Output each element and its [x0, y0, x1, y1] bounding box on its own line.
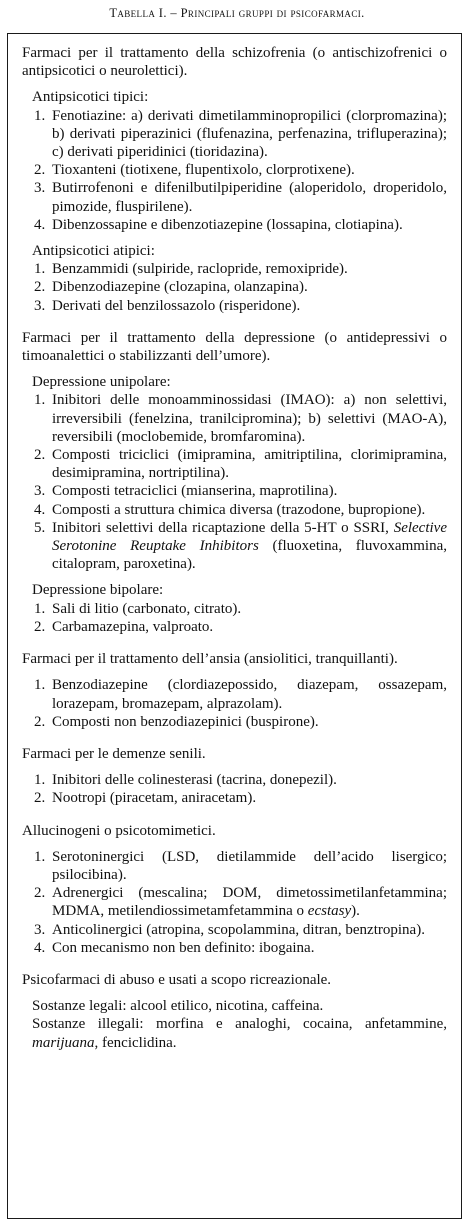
list-item	[22, 260, 447, 278]
item-text: Fenotiazine: a) derivati dimetilamminopropilici (clorpromazina); b) derivati piperazinici (flufenazina, perfenazina, trifluperazina); c) derivati piperidinici (tioridazina).	[52, 107, 447, 161]
list-item	[22, 618, 447, 636]
caption-dash: –	[170, 6, 178, 20]
illegal-text-italic: marijuana	[32, 1034, 95, 1051]
item-number: 3.	[34, 297, 46, 314]
item-text: Benzammidi (sulpiride, raclopride, remoxipride).	[52, 261, 348, 278]
item-number: 1.	[34, 392, 46, 409]
illegal-text: Sostanze illegali: morfina e analoghi, cocaina, anfetammine,	[32, 1016, 447, 1033]
item-number: 1.	[34, 261, 46, 278]
item-text: Composti non benzodiazepinici (buspirone).	[52, 713, 319, 730]
item-text: Inibitori delle monoamminossidasi (IMAO): a) non selettivi, irreversibili (fenelzina, tranilcipromina); b) selettivi (MAO-A), reversibili (moclobemide, bromfaromina).	[52, 392, 447, 445]
subgroup-title: Antipsicotici tipici:	[32, 89, 149, 106]
list-item	[22, 107, 447, 162]
section-title: Psicofarmaci di abuso e usati a scopo ricreazionale.	[22, 971, 332, 988]
item-number: 3.	[34, 180, 46, 197]
item-number: 3.	[34, 483, 46, 500]
item-number: 2.	[34, 447, 46, 464]
item-text: Dibenzossapine e dibenzotiazepine (lossapina, clotiapina).	[52, 216, 403, 233]
item-text: (fluoxetina, fluvoxammina, citalopram, paroxetina).	[52, 538, 447, 573]
subgroup-title: Depressione unipolare:	[32, 374, 171, 391]
list-item	[22, 921, 447, 939]
section-title: Farmaci per il trattamento della depressione (o antidepressivi o timoanalettici o stabilizzanti dell’umore).	[22, 329, 447, 365]
section-recreational	[22, 971, 447, 1052]
item-number: 1.	[34, 848, 46, 865]
section-depression	[22, 329, 447, 636]
subgroup-title: Depressione bipolare:	[32, 582, 164, 599]
item-number: 4.	[34, 216, 46, 233]
item-text: Butirrofenoni e difenilbutilpiperidine (aloperidolo, droperidolo, pimozide, fluspirilene).	[52, 180, 447, 215]
list-item	[22, 179, 447, 215]
list-item	[22, 676, 447, 712]
list-item	[22, 216, 447, 234]
item-number: 2.	[34, 618, 46, 635]
list-item	[22, 391, 447, 446]
list-item	[22, 848, 447, 884]
section-title: Farmaci per le demenze senili.	[22, 745, 206, 762]
section-hallucinogens	[22, 822, 447, 957]
subgroup-atypical	[22, 242, 447, 315]
list-item	[22, 501, 447, 519]
list-item	[22, 713, 447, 731]
list-item	[22, 600, 447, 618]
item-text: Nootropi (piracetam, aniracetam).	[52, 790, 257, 807]
item-number: 2.	[34, 713, 46, 730]
list-item	[22, 789, 447, 807]
list-item	[22, 278, 447, 296]
caption-label: Tabella I.	[109, 6, 167, 20]
subgroup-unipolar	[22, 373, 447, 573]
table-caption	[0, 6, 474, 21]
item-number: 2.	[34, 790, 46, 807]
illegal-text: , fenciclidina.	[94, 1034, 177, 1051]
list-item	[22, 519, 447, 574]
section-schizophrenia	[22, 44, 447, 315]
section-title: Allucinogeni o psicotomimetici.	[22, 822, 216, 839]
illegal-substances	[32, 1015, 447, 1051]
item-text: Composti tetraciclici (mianserina, maprotilina).	[52, 483, 338, 500]
item-text: Anticolinergici (atropina, scopolammina, ditran, benztropina).	[52, 921, 425, 938]
item-text: Serotoninergici (LSD, dietilammide dell’acido lisergico; psilocibina).	[52, 848, 447, 883]
item-text: Carbamazepina, valproato.	[52, 618, 214, 635]
item-text: Tioxanteni (tiotixene, flupentixolo, clorprotixene).	[52, 162, 355, 179]
item-text: Adrenergici (mescalina; DOM, dimetossimetilanfetammina; MDMA, metilendiossimetamfetammina o	[52, 885, 447, 920]
list-item	[22, 884, 447, 920]
item-text: Composti a struttura chimica diversa (trazodone, bupropione).	[52, 501, 426, 518]
item-text: Benzodiazepine (clordiazepossido, diazepam, ossazepam, lorazepam, bromazepam, alprazolam).	[52, 677, 447, 712]
subgroup-bipolar	[22, 581, 447, 636]
item-number: 1.	[34, 677, 46, 694]
subgroup-typical	[22, 88, 447, 234]
list-item	[22, 939, 447, 957]
section-dementia	[22, 745, 447, 808]
list-item	[22, 446, 447, 482]
item-number: 1.	[34, 600, 46, 617]
legal-substances: Sostanze legali: alcool etilico, nicotina, caffeina.	[32, 998, 324, 1015]
caption-title: Principali gruppi di psicofarmaci.	[180, 6, 365, 20]
section-title: Farmaci per il trattamento dell’ansia (ansiolitici, tranquillanti).	[22, 651, 398, 668]
list-item	[22, 482, 447, 500]
item-text: Inibitori selettivi della ricaptazione della 5-HT o SSRI,	[52, 519, 389, 536]
item-text: Derivati del benzilossazolo (risperidone).	[52, 297, 301, 314]
list-item	[22, 161, 447, 179]
section-title: Farmaci per il trattamento della schizofrenia (o antischizofrenici o antipsicotici o neurolettici).	[22, 45, 447, 80]
table-box	[7, 33, 462, 1219]
item-number: 2.	[34, 885, 46, 902]
item-number: 3.	[34, 921, 46, 938]
item-number: 1.	[34, 772, 46, 789]
item-number: 2.	[34, 162, 46, 179]
item-text-italic: ecstasy	[307, 903, 352, 920]
item-number: 2.	[34, 279, 46, 296]
item-text: Composti triciclici (imipramina, amitriptilina, clorimipramina, desimipramina, nortriptilina).	[52, 447, 447, 482]
item-text: Dibenzodiazepine (clozapina, olanzapina).	[52, 279, 308, 296]
item-text: Con mecanismo non ben definito: ibogaina.	[52, 939, 315, 956]
item-text: Inibitori delle colinesterasi (tacrina, donepezil).	[52, 772, 337, 789]
item-text: ).	[351, 903, 360, 920]
section-anxiety	[22, 650, 447, 731]
item-text-italic: Selective Serotonine Reuptake Inhibitors	[52, 519, 447, 555]
list-item	[22, 771, 447, 789]
item-number: 1.	[34, 107, 46, 124]
item-number: 4.	[34, 501, 46, 518]
item-number: 5.	[34, 519, 46, 536]
list-item	[22, 297, 447, 315]
item-number: 4.	[34, 939, 46, 956]
subgroup-title: Antipsicotici atipici:	[32, 243, 155, 260]
item-text: Sali di litio (carbonato, citrato).	[52, 600, 242, 617]
